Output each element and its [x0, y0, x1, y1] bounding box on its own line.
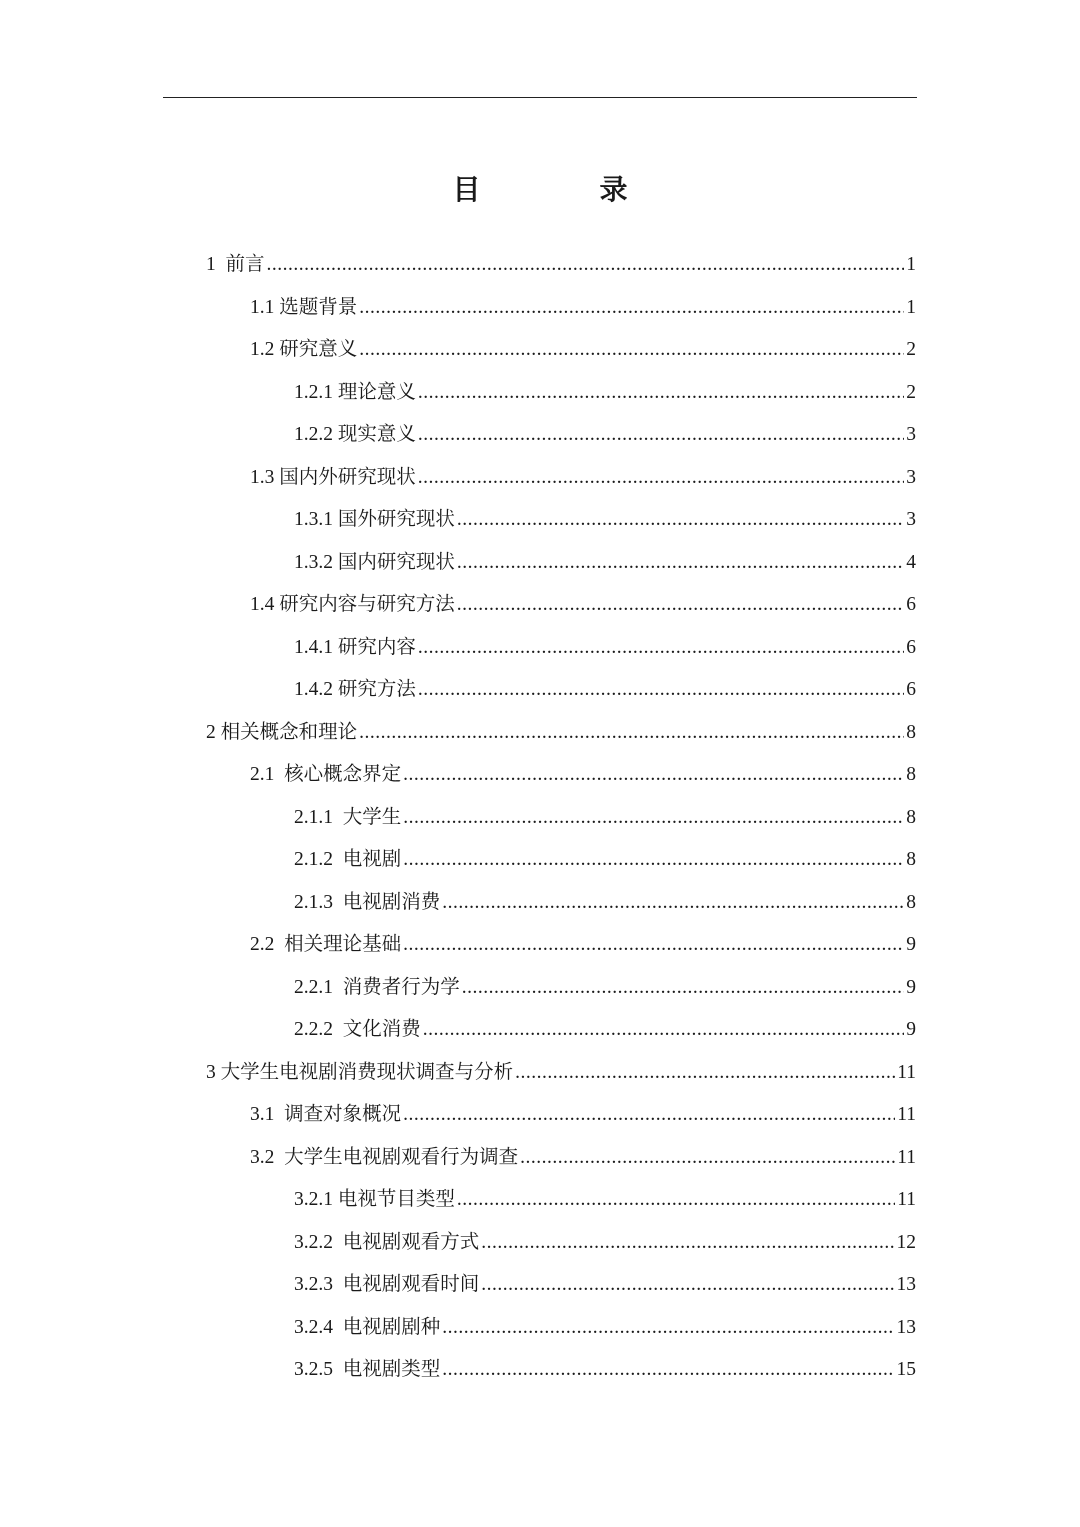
- toc-entry[interactable]: [294, 1265, 916, 1305]
- toc-entry-spacer: [216, 245, 226, 285]
- toc-dot-leader: [418, 670, 904, 710]
- toc-dot-leader: [403, 925, 904, 965]
- toc-entry-number: 1.3.1: [294, 509, 333, 530]
- toc-entry[interactable]: [294, 543, 916, 583]
- toc-entry[interactable]: [250, 585, 916, 625]
- toc-entry-page-number: 4: [906, 551, 916, 573]
- toc-entry-page-number: 11: [897, 1146, 916, 1168]
- toc-entry-title: 电视剧: [342, 849, 402, 870]
- toc-entry-title: 相关概念和理论: [220, 721, 358, 743]
- toc-dot-leader: [442, 883, 904, 923]
- toc-entry-number: 1.2: [250, 339, 275, 360]
- toc-entry-title: 理论意义: [337, 381, 416, 403]
- header-rule: [163, 97, 917, 98]
- toc-entry-number: 1: [206, 254, 216, 275]
- toc-dot-leader: [442, 1308, 894, 1348]
- toc-dot-leader: [403, 798, 904, 838]
- toc-dot-leader: [515, 1053, 895, 1093]
- toc-entry-spacer: [333, 1308, 343, 1348]
- toc-dot-leader: [418, 415, 904, 455]
- toc-entry-page-number: 2: [906, 381, 916, 403]
- toc-dot-leader: [457, 543, 904, 583]
- toc-dot-leader: [418, 373, 904, 413]
- toc-entry-number: 2.2: [250, 934, 275, 955]
- toc-entry-spacer: [274, 755, 284, 795]
- toc-entry[interactable]: [250, 458, 916, 498]
- toc-entry[interactable]: [294, 883, 916, 923]
- toc-entry-number: 3.2.5: [294, 1359, 333, 1380]
- toc-entry-title: 国外研究现状: [337, 509, 455, 530]
- toc-dot-leader: [403, 1095, 895, 1135]
- toc-entry[interactable]: [250, 755, 916, 795]
- toc-entry[interactable]: [294, 1308, 916, 1348]
- toc-entry-number: 3.2.2: [294, 1231, 333, 1253]
- toc-entry-page-number: 13: [896, 1274, 916, 1295]
- toc-entry-number: 1.3: [250, 466, 275, 488]
- toc-dot-leader: [359, 288, 904, 328]
- toc-entry-page-number: 8: [906, 721, 916, 743]
- toc-entry[interactable]: [294, 798, 916, 838]
- toc-entry-spacer: [333, 798, 343, 838]
- toc-dot-leader: [267, 245, 905, 285]
- toc-entry-page-number: 11: [897, 1189, 916, 1210]
- toc-entry-page-number: 8: [906, 891, 916, 913]
- toc-entry-title: 电视节目类型: [337, 1189, 455, 1210]
- toc-entry-spacer: [333, 968, 343, 1008]
- toc-dot-leader: [481, 1223, 894, 1263]
- toc-entry-spacer: [333, 1265, 343, 1305]
- toc-dot-leader: [403, 840, 904, 880]
- toc-entry-title: 文化消费: [342, 1019, 421, 1040]
- toc-dot-leader: [423, 1010, 904, 1050]
- toc-entry-number: 2.1.1: [294, 806, 333, 828]
- toc-entry[interactable]: [294, 628, 916, 668]
- toc-entry-page-number: 3: [906, 509, 916, 530]
- toc-dot-leader: [457, 500, 904, 540]
- toc-dot-leader: [442, 1350, 894, 1390]
- toc-entry[interactable]: [206, 1053, 916, 1093]
- toc-entry-page-number: 3: [906, 466, 916, 488]
- toc-entry[interactable]: [294, 1350, 916, 1390]
- toc-dot-leader: [462, 968, 904, 1008]
- toc-entry-spacer: [333, 840, 343, 880]
- toc-entry-page-number: 3: [906, 424, 916, 445]
- toc-entry[interactable]: [250, 1095, 916, 1135]
- toc-entry-title: 电视剧观看方式: [342, 1231, 480, 1253]
- toc-entry-page-number: 8: [906, 849, 916, 870]
- toc-dot-leader: [359, 713, 904, 753]
- toc-entry-title: 国内外研究现状: [279, 466, 416, 488]
- toc-entry-title: 消费者行为学: [342, 976, 460, 998]
- toc-entry-page-number: 8: [906, 806, 916, 828]
- toc-entry-number: 2.1.3: [294, 891, 333, 913]
- toc-entry-page-number: 6: [906, 679, 916, 700]
- toc-entry-spacer: [274, 925, 284, 965]
- toc-entry-number: 1.4: [250, 594, 275, 615]
- toc-entry-title: 研究内容: [337, 636, 416, 658]
- toc-entry-page-number: 9: [906, 976, 916, 998]
- toc-entry[interactable]: [294, 415, 916, 455]
- toc-entry-number: 2.2.2: [294, 1019, 333, 1040]
- toc-entry[interactable]: [250, 1138, 916, 1178]
- toc-entry-title: 电视剧类型: [342, 1359, 441, 1380]
- toc-entry-number: 2.2.1: [294, 976, 333, 998]
- toc-entry-title: 前言: [225, 254, 265, 275]
- toc-dot-leader: [403, 755, 904, 795]
- toc-entry-number: 1.2.1: [294, 381, 333, 403]
- toc-entry-title: 国内研究现状: [337, 551, 455, 573]
- toc-entry-title: 大学生: [342, 806, 402, 828]
- toc-entry[interactable]: [294, 1223, 916, 1263]
- toc-entry-number: 1.4.2: [294, 679, 333, 700]
- toc-entry-page-number: 13: [896, 1316, 916, 1338]
- toc-entry[interactable]: [250, 330, 916, 370]
- toc-entry-title: 研究方法: [337, 679, 416, 700]
- toc-entry-number: 2: [206, 721, 216, 743]
- toc-entry-page-number: 6: [906, 636, 916, 658]
- toc-entry[interactable]: [206, 713, 916, 753]
- toc-entry[interactable]: [294, 968, 916, 1008]
- toc-entry[interactable]: [294, 500, 916, 540]
- toc-entry-title: 电视剧消费: [342, 891, 441, 913]
- toc-entry-page-number: 11: [897, 1061, 916, 1083]
- toc-entry-page-number: 15: [896, 1359, 916, 1380]
- toc-entry-title: 调查对象概况: [284, 1104, 402, 1125]
- toc-entry-number: 3.2: [250, 1146, 275, 1168]
- toc-entry-page-number: 9: [906, 1019, 916, 1040]
- toc-entry-page-number: 8: [906, 764, 916, 785]
- toc-entry-number: 3: [206, 1061, 216, 1083]
- toc-entry[interactable]: [250, 925, 916, 965]
- toc-entry-number: 1.2.2: [294, 424, 333, 445]
- toc-entry-number: 3.2.3: [294, 1274, 333, 1295]
- toc-entry[interactable]: [294, 840, 916, 880]
- toc-entry-number: 1.3.2: [294, 551, 333, 573]
- toc-entry-title: 研究意义: [279, 339, 358, 360]
- toc-entry-number: 3.1: [250, 1104, 275, 1125]
- toc-dot-leader: [418, 458, 904, 498]
- toc-entry[interactable]: [250, 288, 916, 328]
- toc-entry-page-number: 1: [906, 296, 916, 318]
- toc-entry-title: 现实意义: [337, 424, 416, 445]
- toc-entry-page-number: 12: [896, 1231, 916, 1253]
- toc-entry-title: 选题背景: [279, 296, 358, 318]
- toc-entry-title: 相关理论基础: [284, 934, 402, 955]
- toc-entry-page-number: 1: [906, 254, 916, 275]
- toc-entry-spacer: [333, 1350, 343, 1390]
- toc-entry-number: 3.2.1: [294, 1189, 333, 1210]
- toc-entry[interactable]: [294, 670, 916, 710]
- toc-entry-number: 1.4.1: [294, 636, 333, 658]
- toc-entry[interactable]: [294, 1180, 916, 1220]
- toc-entry-spacer: [333, 1010, 343, 1050]
- toc-entry[interactable]: [294, 373, 916, 413]
- toc-entry[interactable]: [206, 245, 916, 285]
- toc-entry-title: 电视剧剧种: [342, 1316, 441, 1338]
- toc-entry-title: 电视剧观看时间: [342, 1274, 480, 1295]
- toc-entry-number: 3.2.4: [294, 1316, 333, 1338]
- toc-entry-page-number: 6: [906, 594, 916, 615]
- toc-entry-spacer: [333, 1223, 343, 1263]
- toc-entry-spacer: [274, 1138, 284, 1178]
- toc-dot-leader: [457, 585, 904, 625]
- toc-dot-leader: [481, 1265, 894, 1305]
- toc-entry-number: 1.1: [250, 296, 275, 318]
- toc-entry-number: 2.1.2: [294, 849, 333, 870]
- toc-entry-page-number: 11: [897, 1104, 916, 1125]
- toc-entry-spacer: [274, 1095, 284, 1135]
- toc-dot-leader: [418, 628, 904, 668]
- toc-dot-leader: [359, 330, 904, 370]
- toc-entry-title: 大学生电视剧消费现状调查与分析: [220, 1061, 514, 1083]
- toc-dot-leader: [520, 1138, 895, 1178]
- toc-entry-page-number: 2: [906, 339, 916, 360]
- toc-entry-number: 2.1: [250, 764, 275, 785]
- toc-entry[interactable]: [294, 1010, 916, 1050]
- toc-entry-spacer: [333, 883, 343, 923]
- page-title: 目 录: [452, 175, 684, 206]
- toc-dot-leader: [457, 1180, 895, 1220]
- toc-entry-title: 研究内容与研究方法: [279, 594, 455, 615]
- toc-entry-page-number: 9: [906, 934, 916, 955]
- toc-entry-title: 大学生电视剧观看行为调查: [284, 1146, 519, 1168]
- toc-entry-title: 核心概念界定: [284, 764, 402, 785]
